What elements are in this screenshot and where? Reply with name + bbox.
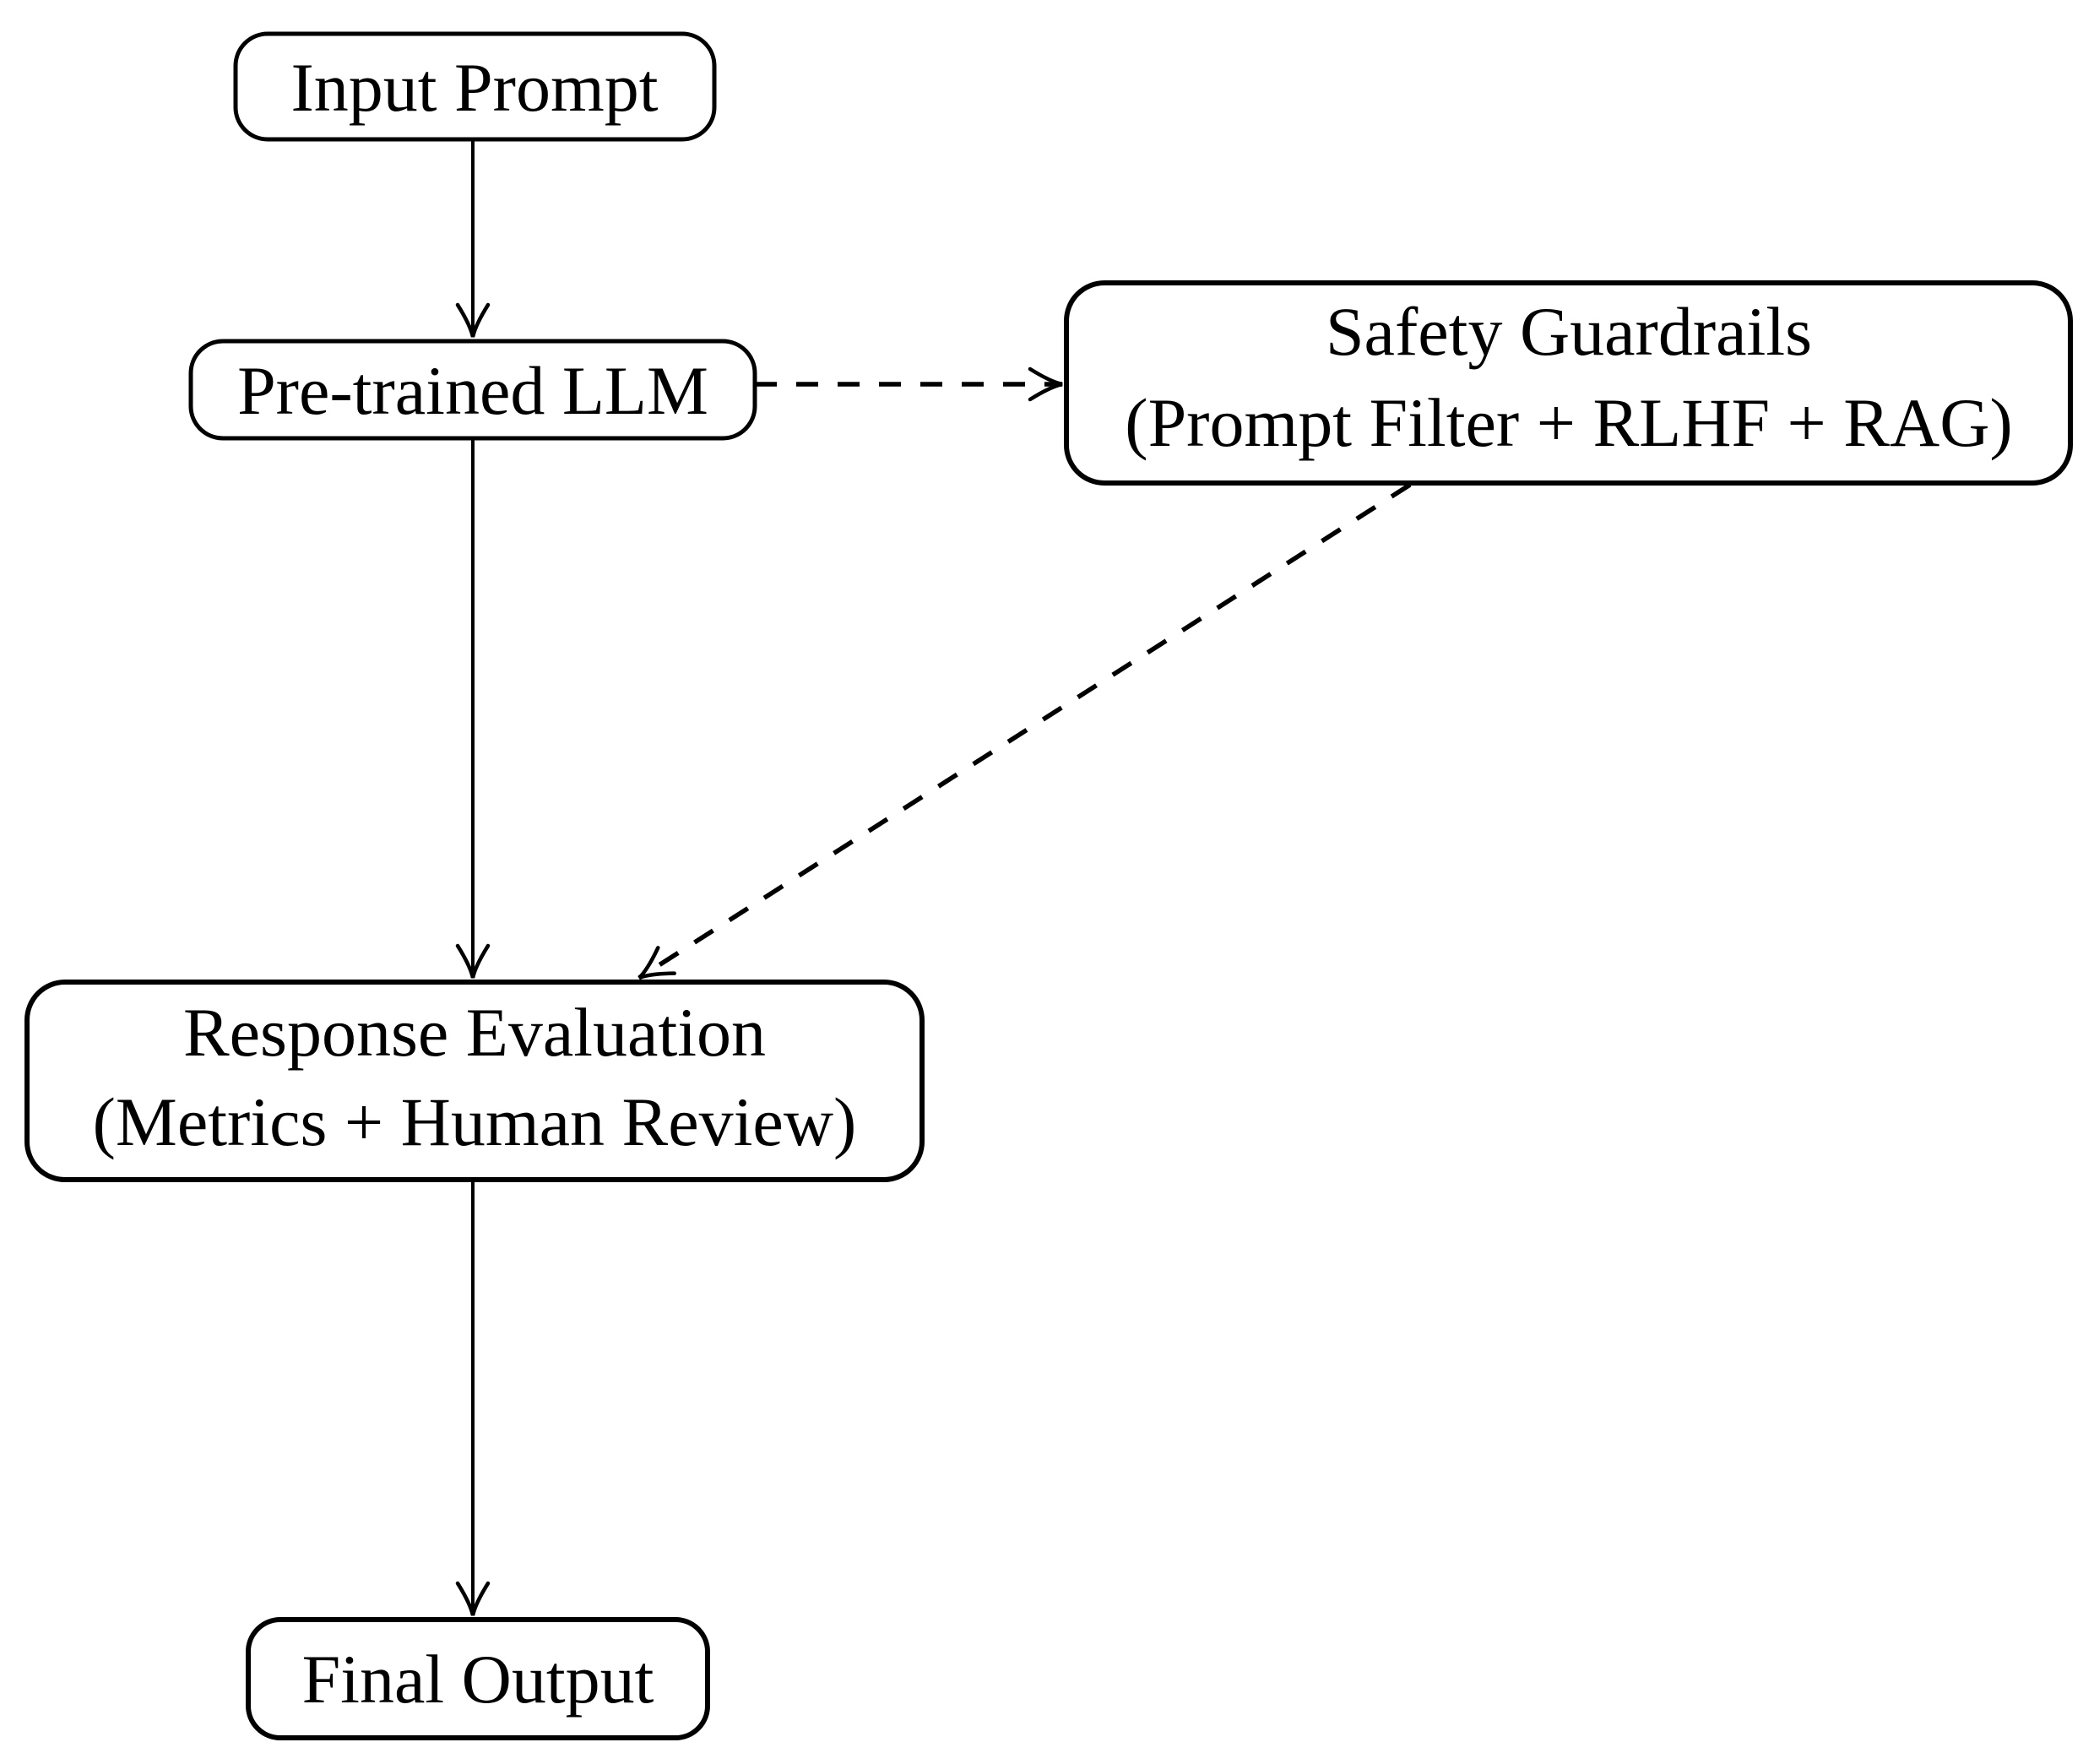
safety-guardrails-label-line2: (Prompt Filter + RLHF + RAG) bbox=[1125, 384, 2013, 461]
response-evaluation-label-line2: (Metrics + Human Review) bbox=[92, 1083, 857, 1160]
pretrained-llm-label: Pre-trained LLM bbox=[237, 352, 708, 429]
final-output-label: Final Output bbox=[301, 1641, 654, 1718]
edge-guardrails-to-evaluation bbox=[639, 485, 1410, 978]
input-prompt-label: Input Prompt bbox=[290, 49, 659, 126]
safety-guardrails-label-line1: Safety Guardrails bbox=[1325, 293, 1813, 370]
response-evaluation-label-line1: Response Evaluation bbox=[182, 994, 767, 1071]
node-input-prompt bbox=[236, 34, 714, 139]
node-pretrained-llm bbox=[191, 341, 755, 438]
node-final-output bbox=[248, 1620, 708, 1738]
node-safety-guardrails bbox=[1066, 283, 2070, 483]
node-response-evaluation bbox=[27, 982, 922, 1180]
